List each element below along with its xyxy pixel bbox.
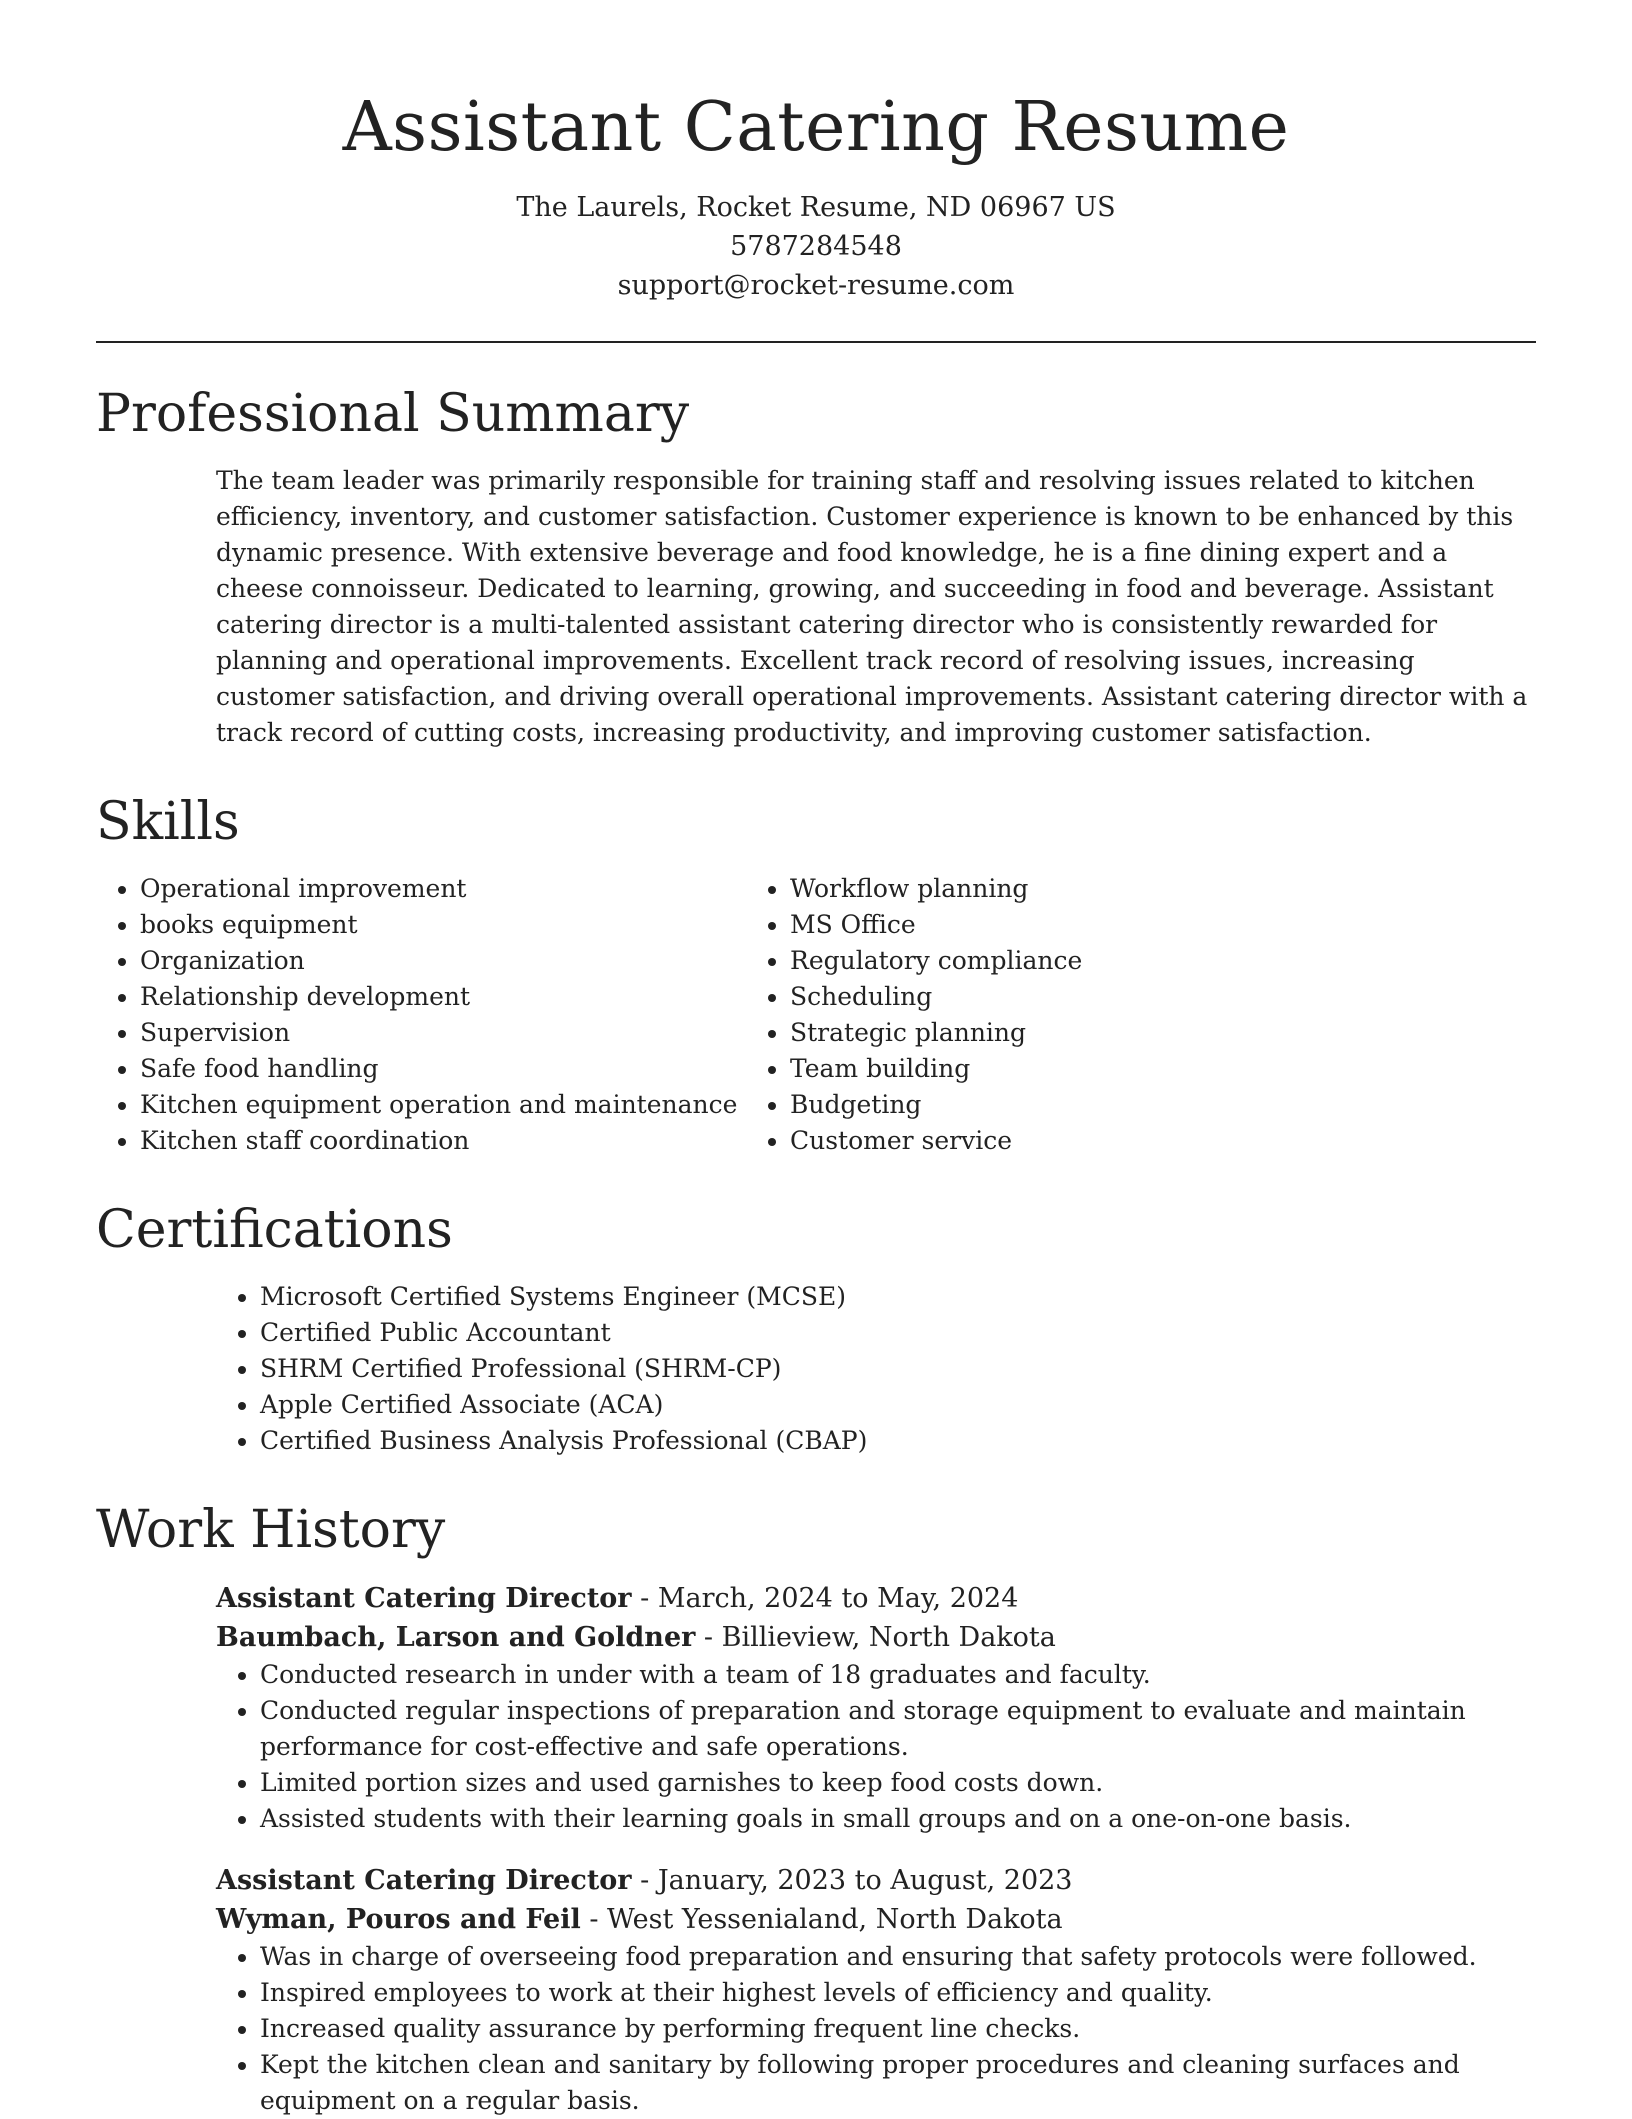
skill-item: • Budgeting — [790, 1087, 1396, 1123]
job-title-line — [216, 1861, 1536, 1900]
job-bullet: • Inspired employees to work at their highest levels of efficiency and quality. — [260, 1975, 1536, 2011]
job-title: Assistant Catering Director — [216, 1865, 632, 1896]
summary-heading: Professional Summary — [96, 384, 690, 444]
job-bullet: • Kept the kitchen clean and sanitary by following proper procedures and cleaning surfaces and equipment on a regular basis. — [260, 2047, 1536, 2119]
certifications-section — [96, 1199, 1536, 1459]
contact-address: The Laurels, Rocket Resume, ND 06967 US — [516, 192, 1116, 223]
work-history-heading: Work History — [96, 1500, 446, 1560]
work-history-body — [96, 1579, 1536, 2119]
job-title: Assistant Catering Director — [216, 1583, 632, 1614]
job-bullet: • Assisted students with their learning goals in small groups and on a one-on-one basis. — [260, 1801, 1536, 1837]
resume-title: Assistant Catering Resume — [342, 88, 1290, 167]
job-company-line — [216, 1618, 1536, 1657]
skill-item: • Supervision — [140, 1015, 746, 1051]
skill-item: • Kitchen staff coordination — [140, 1123, 746, 1159]
skills-grid — [96, 871, 1536, 1159]
job-entry — [216, 1861, 1536, 2119]
skills-list-left — [96, 871, 746, 1159]
skill-item: • Workflow planning — [790, 871, 1396, 907]
summary-text: The team leader was primarily responsible for training staff and resolving issues related to kitchen efficiency, inventory, and customer satisfaction. Customer experience is known to be enhanced by this dynamic presence. With extensive beverage and food knowledge, he is a fine dining expert and a cheese connoisseur. Dedicated to learning, growing, and succeeding in food and beverage. Assistant catering director is a multi-talented assistant catering director who is consistently rewarded for planning and operational improvements. Excellent track record of resolving issues, increasing customer satisfaction, and driving overall operational improvements. Assistant catering director with a track record of cutting costs, increasing productivity, and improving customer satisfaction. — [216, 466, 1528, 747]
skill-item: • Relationship development — [140, 979, 746, 1015]
certifications-heading: Certifications — [96, 1200, 453, 1260]
job-company: Wyman, Pouros and Feil — [216, 1904, 581, 1935]
skill-item: • Kitchen equipment operation and maintenance — [140, 1087, 746, 1123]
job-bullets — [216, 1657, 1536, 1837]
skill-item: • Regulatory compliance — [790, 943, 1396, 979]
job-entry — [216, 1579, 1536, 1837]
skill-item: • Strategic planning — [790, 1015, 1396, 1051]
summary-body — [96, 463, 1536, 751]
certification-item: • Certified Business Analysis Professional (CBAP) — [260, 1423, 1536, 1459]
skills-column-right — [746, 871, 1396, 1159]
job-bullet: • Limited portion sizes and used garnishes to keep food costs down. — [260, 1765, 1536, 1801]
skill-item: • Team building — [790, 1051, 1396, 1087]
certification-item: • Certified Public Accountant — [260, 1315, 1536, 1351]
certifications-body — [96, 1279, 1536, 1459]
certification-item: • SHRM Certified Professional (SHRM-CP) — [260, 1351, 1536, 1387]
job-location: - West Yessenialand, North Dakota — [580, 1904, 1063, 1935]
certification-item: • Microsoft Certified Systems Engineer (MCSE) — [260, 1279, 1536, 1315]
contact-email: support@rocket-resume.com — [617, 270, 1015, 301]
work-history-section — [96, 1499, 1536, 2119]
job-bullet: • Increased quality assurance by performing frequent line checks. — [260, 2011, 1536, 2047]
job-location: - Billieview, North Dakota — [695, 1622, 1056, 1653]
skill-item: • Safe food handling — [140, 1051, 746, 1087]
skill-item: • MS Office — [790, 907, 1396, 943]
contact-phone: 5787284548 — [730, 231, 902, 262]
skill-item: • Organization — [140, 943, 746, 979]
certifications-list — [216, 1279, 1536, 1459]
job-title-line — [216, 1579, 1536, 1618]
job-dates: - January, 2023 to August, 2023 — [631, 1865, 1073, 1896]
skill-item: • Customer service — [790, 1123, 1396, 1159]
skill-item: • books equipment — [140, 907, 746, 943]
skills-section — [96, 791, 1536, 1159]
job-bullet: • Conducted regular inspections of preparation and storage equipment to evaluate and maintain performance for cost-effective and safe operations. — [260, 1693, 1536, 1765]
job-bullets — [216, 1939, 1536, 2119]
certification-item: • Apple Certified Associate (ACA) — [260, 1387, 1536, 1423]
job-company: Baumbach, Larson and Goldner — [216, 1622, 696, 1653]
skill-item: • Operational improvement — [140, 871, 746, 907]
job-company-line — [216, 1900, 1536, 1939]
job-dates: - March, 2024 to May, 2024 — [631, 1583, 1019, 1614]
skills-column-left — [96, 871, 746, 1159]
job-bullet: • Conducted research in under with a team of 18 graduates and faculty. — [260, 1657, 1536, 1693]
skills-heading: Skills — [96, 792, 240, 852]
summary-section — [96, 383, 1536, 751]
skill-item: • Scheduling — [790, 979, 1396, 1015]
job-bullet: • Was in charge of overseeing food preparation and ensuring that safety protocols were followed. — [260, 1939, 1536, 1975]
contact-block — [96, 188, 1536, 305]
skills-list-right — [746, 871, 1396, 1159]
header-divider — [96, 341, 1536, 343]
